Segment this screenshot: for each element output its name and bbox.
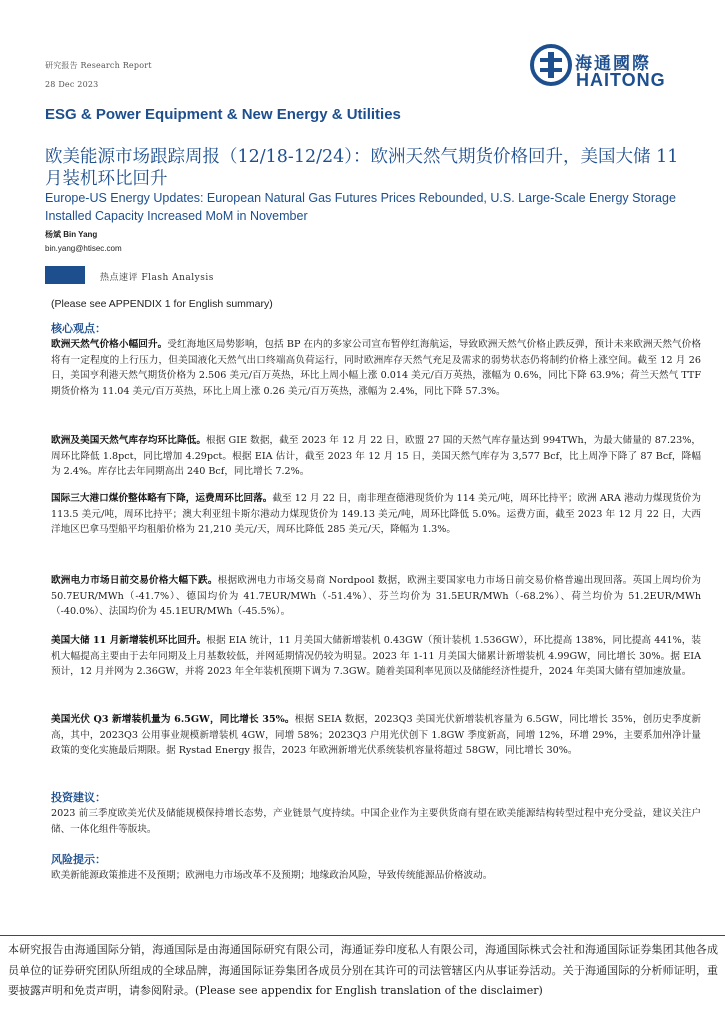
logo-text-en: HAITONG xyxy=(576,70,666,90)
paragraph-lead: 欧洲电力市场日前交易价格大幅下跌。 xyxy=(51,575,218,586)
risk-text: 欧美新能源政策推进不及预期；欧洲电力市场改革不及预期；地缘政治风险，导致传统能源品价格波动。 xyxy=(51,870,493,881)
haitong-logo-icon xyxy=(530,44,572,86)
paragraph-coal-price xyxy=(51,491,701,538)
paragraph-gas-inventory xyxy=(51,433,701,480)
analyst-name: 杨斌 Bin Yang xyxy=(45,230,98,239)
disclaimer-text: 本研究报告由海通国际分销，海通国际是由海通国际研究有限公司，海通证券印度私人有限公司，海通国际株式会社和海通国际证券集团其他各成员单位的证券研究团队所组成的全球品牌，海通国际证券集团各成员分别在其许可的司法管辖区内从事证券活动。关于海通国际的分析师证明，重要披露声明和免责声明，请参阅附录。(Please see appendix for English translation of the disclaimer) xyxy=(8,943,718,997)
paragraph-natural-gas-price xyxy=(51,337,701,399)
report-title-en: Europe-US Energy Updates: European Natural Gas Futures Prices Rebounded, U.S. Large-Scale Energy Storage Installed Capacity Increased MoM in November xyxy=(45,191,676,223)
risk-heading: 风险提示： xyxy=(51,853,106,866)
report-date: 28 Dec 2023 xyxy=(45,80,99,89)
paragraph-lead: 美国光伏 Q3 新增装机量为 6.5GW，同比增长 35%。 xyxy=(51,714,295,725)
flash-analysis-label: 热点速评 Flash Analysis xyxy=(100,273,214,283)
paragraph-lead: 美国大储 11 月新增装机环比回升。 xyxy=(51,635,207,646)
paragraph-body: 根据 GIE 数据，截至 2023 年 12 月 22 日，欧盟 27 国的天然气库存量达到 994TWh，为最大储量的 87.23%，周环比降低 1.8pct，同比增加 4.29pct。根据 EIA 估计，截至 2023 年 12 月 15 日，美国天然气库存为 3,577 Bcf，比上周净下降了 87 Bcf，降幅为 2.4%。库存比去年同期高出 240 Bcf，同比增长 7.2%。 xyxy=(51,435,702,478)
paragraph-body: 受红海地区局势影响，包括 BP 在内的多家公司宣布暂停红海航运，导致欧洲天然气价格止跌反弹，预计未来欧洲天然气价格将有一定程度的上行压力，但美国液化天然气出口终端高负荷运行，同时欧洲库存天然气充足及需求的弱势状态仍将制约价格上涨空间。截至 12 月 26 日，美国亨利港天然气期货价格为 2.506 美元/百万英热，环比上周小幅上涨 0.014 美元/百万英热，涨幅为 0.6%，同比下降 63.9%；荷兰天然气 TTF 期货价格为 11.04 美元/百万英热，环比上周上涨 0.26 美元/百万英热，涨幅为 2.4%，同比下降 57.3%。 xyxy=(51,339,702,397)
paragraph-us-solar xyxy=(51,712,701,759)
paragraph-lead: 欧洲天然气价格小幅回升。 xyxy=(51,339,168,350)
flash-analysis-bar xyxy=(45,266,85,284)
report-type: 研究报告 Research Report xyxy=(45,61,152,70)
investment-text: 2023 前三季度欧美光伏及储能规模保持增长态势，产业链景气度持续。中国企业作为主要供货商有望在欧美能源结构转型过程中充分受益，建议关注户储、一体化组件等版块。 xyxy=(51,808,701,835)
analyst-email[interactable]: bin.yang@htisec.com xyxy=(45,244,122,253)
paragraph-body: 根据 SEIA 数据，2023Q3 美国光伏新增装机容量为 6.5GW，同比增长 35%，创历史季度新高，其中，2023Q3 公用事业规模新增装机 4GW，同增 58%；2023Q3 户用光伏创下 1.8GW 季度新高，同增 12%，环增 29%，主要系加州净计量政策的变化实施最后期限。据 Rystad Energy 报告，2023 年欧洲新增光伏系统装机容量将超过 58GW，同比增长 30%。 xyxy=(51,714,701,757)
paragraph-us-storage xyxy=(51,633,701,680)
core-views-heading: 核心观点： xyxy=(51,322,106,335)
appendix-note: (Please see APPENDIX 1 for English summary) xyxy=(51,298,273,310)
paragraph-power-price xyxy=(51,573,701,620)
paragraph-body: 根据 EIA 统计，11 月美国大储新增装机 0.43GW（预计装机 1.536GW），环比提高 138%，同比提高 441%，装机大幅提高主要由于去年同期及上月基数较低，并网延期情况仍较为明显。2023 年 1-11 月美国大储累计新增装机 4.99GW，同比增长 30%。据 EIA 预计，12 月并网为 2.36GW，并将 2023 年全年装机预期下调为 7.3GW。随着美国利率见顶以及储能经济性提升，2024 年美国大储有望加速放量。 xyxy=(51,635,701,678)
sector-heading: ESG & Power Equipment & New Energy & Utilities xyxy=(45,106,401,123)
paragraph-lead: 欧洲及美国天然气库存均环比降低。 xyxy=(51,435,207,446)
paragraph-body: 截至 12 月 22 日，南非理查德港现货价为 114 美元/吨，周环比持平；欧洲 ARA 港动力煤现货价为 113.5 美元/吨，周环比持平；澳大利亚纽卡斯尔港动力煤现货价为 149.13 美元/吨，周环比降低 5.0%。运费方面，截至 2023 年 12 月 22 日，大西洋地区巴拿马型船平均租船价格为 21,210 美元/天，周环比降低 285 美元/天，降幅为 1.3%。 xyxy=(51,493,702,536)
investment-heading: 投资建议： xyxy=(51,791,106,804)
logo-text-cn: 海通國際 xyxy=(575,54,651,73)
paragraph-lead: 国际三大港口煤价整体略有下降，运费周环比回落。 xyxy=(51,493,273,504)
report-title-cn: 欧美能源市场跟踪周报（12/18-12/24）：欧洲天然气期货价格回升，美国大储 11 月装机环比回升 xyxy=(45,147,679,189)
footer-divider xyxy=(0,935,725,936)
paragraph-body: 根据欧洲电力市场交易商 Nordpool 数据，欧洲主要国家电力市场日前交易价格普遍出现回落。英国上周均价为 50.7EUR/MWh（-41.7%）、德国均价为 41.7EUR/MWh（-51.4%）、芬兰均价为 31.5EUR/MWh（-68.2%）、荷兰均价为 51.2EUR/MWh（-40.0%）、法国均价为 45.1EUR/MWh（-45.5%）。 xyxy=(51,575,702,618)
